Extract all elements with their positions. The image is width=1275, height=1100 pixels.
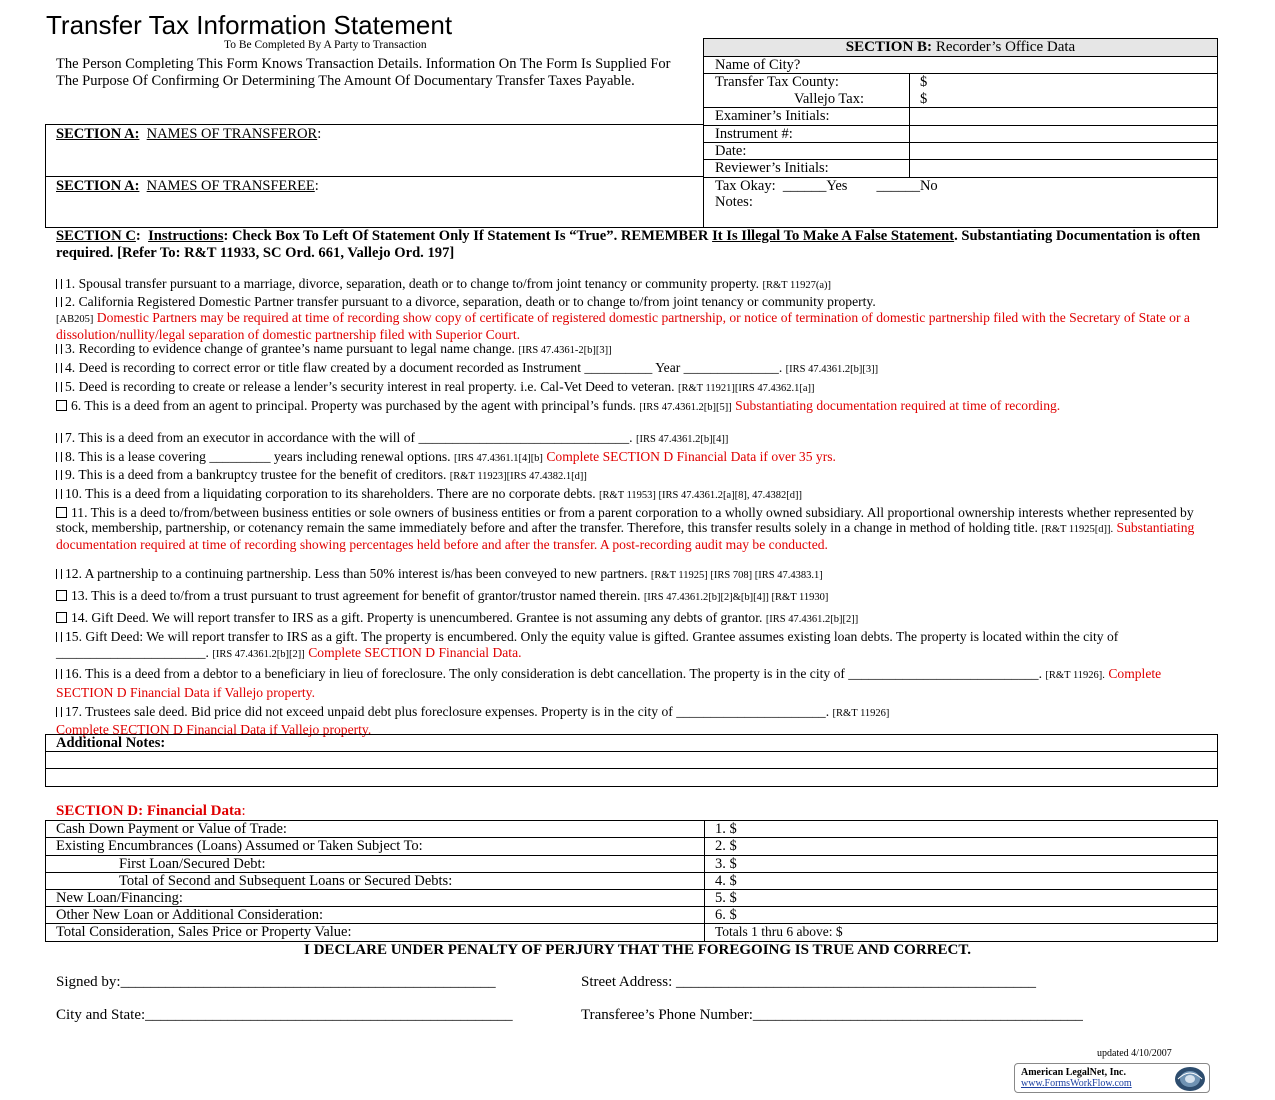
checkbox-1[interactable]	[56, 279, 62, 289]
statement-2[interactable]: 2. California Registered Domestic Partner transfer pursuant to a divorce, separation, death or to change to/from joint tenancy or community property. [AB205] Domestic Partners may be required at time of recording show copy of certificate of registered domestic partnership, or notice of termination of domestic partnership filed with the Secretary of State or a dissolution/nullity/legal separation of domestic partnership filed with Superior Court.	[56, 294, 1190, 342]
fin-row-1-label: Cash Down Payment or Value of Trade:	[56, 821, 287, 837]
fin-row-4-value[interactable]: 4. $	[715, 873, 737, 889]
checkbox-9[interactable]	[56, 470, 62, 480]
checkbox-15[interactable]	[56, 632, 62, 642]
section-c-instructions: SECTION C: Instructions: Check Box To Left Of Statement Only If Statement Is “True”. REMEMBER It Is Illegal To Make A False Statement. Substantiating Documentation is often required. [Refer To: R&T 11933, SC Ord. 661, Vallejo Ord. 197]	[56, 228, 1201, 261]
section-b-date-label: Date:	[715, 143, 747, 159]
fin-row-3-value[interactable]: 3. $	[715, 856, 737, 872]
checkbox-14[interactable]	[56, 612, 67, 623]
checkbox-11[interactable]	[56, 507, 67, 518]
company-url[interactable]: www.FormsWorkFlow.com	[1021, 1078, 1132, 1089]
globe-icon	[1173, 1065, 1207, 1093]
phone-field[interactable]: Transferee’s Phone Number:____________________________________________	[581, 1007, 1083, 1023]
section-b-city-label: Name of City?	[715, 57, 801, 73]
section-b-vallejo-tax-value[interactable]: $	[920, 91, 928, 107]
section-b-reviewer-label: Reviewer’s Initials:	[715, 160, 829, 176]
statement-13[interactable]: 13. This is a deed to/from a trust pursuant to trust agreement for benefit of grantor/trustor named therein. [IRS 47.4361.2[b][2]&[b][4]] [R&T 11930]	[56, 588, 1216, 605]
statement-15[interactable]: 15. Gift Deed: We will report transfer to IRS as a gift. The property is encumbered. Only the equity value is gifted. Grantee assumes existing loan debts. The property is located within the city of ______________________. [IRS 47.4361.2[b][2]] Complete SECTION D Financial Data.	[56, 629, 1119, 660]
checkbox-3[interactable]	[56, 344, 62, 354]
section-b-title: Recorder’s Office Data	[935, 39, 1076, 55]
form-title: Transfer Tax Information Statement	[46, 10, 453, 40]
checkbox-7[interactable]	[56, 433, 62, 443]
section-b-notes-label: Notes:	[715, 194, 753, 210]
statement-1[interactable]: 1. Spousal transfer pursuant to a marriage, divorce, separation, death or to change to/from joint tenancy or community property. [R&T 11927(a)]	[56, 276, 1216, 293]
section-b-county-tax-value[interactable]: $	[920, 74, 928, 90]
american-legalnet-logo[interactable]	[1014, 1063, 1210, 1093]
statement-3[interactable]: 3. Recording to evidence change of grantee’s name pursuant to legal name change. [IRS 47.4361-2[b][3]]	[56, 341, 1216, 358]
section-b-header	[704, 39, 1217, 56]
additional-notes-label: Additional Notes:	[56, 735, 166, 751]
intro-text: The Person Completing This Form Knows Transaction Details. Information On The Form Is Supplied For The Purpose Of Confirming Or Determining The Amount Of Documentary Transfer Taxes Payable.	[56, 56, 671, 89]
fin-row-5-label: New Loan/Financing:	[56, 890, 183, 906]
statement-7[interactable]: 7. This is a deed from an executor in accordance with the will of _______________________________. [IRS 47.4361.2[b][4]]	[56, 430, 1216, 447]
updated-date: updated 4/10/2007	[1097, 1048, 1172, 1059]
section-b-label: SECTION B:	[845, 39, 933, 55]
city-state-field[interactable]: City and State:_________________________________________________	[56, 1007, 513, 1023]
checkbox-16[interactable]	[56, 669, 62, 679]
checkbox-5[interactable]	[56, 382, 62, 392]
section-b-instrument-label: Instrument #:	[715, 126, 793, 142]
statement-10[interactable]: 10. This is a deed from a liquidating corporation to its shareholders. There are no corporate debts. [R&T 11953] [IRS 47.4361.2[a][8], 47.4382[d]]	[56, 486, 1216, 503]
section-b-tax-okay[interactable]: Tax Okay: ______Yes ______No	[715, 178, 938, 194]
transferor-label: SECTION A: NAMES OF TRANSFEROR:	[56, 126, 322, 142]
signed-by-field[interactable]: Signed by:__________________________________________________	[56, 974, 496, 990]
checkbox-6[interactable]	[56, 400, 67, 411]
form-subtitle: To Be Completed By A Party to Transaction	[224, 39, 427, 51]
statement-5[interactable]: 5. Deed is recording to create or release a lender’s security interest in real property. i.e. Cal-Vet Deed to veteran. [R&T 11921][IRS 47.4362.1[a]]	[56, 379, 1216, 396]
fin-row-3-label: First Loan/Secured Debt:	[119, 856, 266, 872]
fin-row-2-label: Existing Encumbrances (Loans) Assumed or Taken Subject To:	[56, 838, 423, 854]
perjury-declaration: I DECLARE UNDER PENALTY OF PERJURY THAT THE FOREGOING IS TRUE AND CORRECT.	[304, 942, 971, 958]
fin-row-7-value[interactable]: Totals 1 thru 6 above: $	[715, 924, 843, 939]
company-name: American LegalNet, Inc.	[1021, 1067, 1126, 1078]
fin-row-1-value[interactable]: 1. $	[715, 821, 737, 837]
checkbox-12[interactable]	[56, 569, 62, 579]
statement-4[interactable]: 4. Deed is recording to correct error or title flaw created by a document recorded as Instrument __________ Year ______________. [IRS 47.4361.2[b][3]]	[56, 360, 1216, 377]
statement-14[interactable]: 14. Gift Deed. We will report transfer to IRS as a gift. Property is unencumbered. Grantee is not assuming any debts of grantor. [IRS 47.4361.2[b][2]]	[56, 610, 1216, 627]
fin-row-2-value[interactable]: 2. $	[715, 838, 737, 854]
statement-12[interactable]: 12. A partnership to a continuing partnership. Less than 50% interest is/has been conveyed to new partners. [R&T 11925] [IRS 708] [IRS 47.4383.1]	[56, 566, 1216, 583]
checkbox-10[interactable]	[56, 489, 62, 499]
fin-row-6-label: Other New Loan or Additional Consideration:	[56, 907, 323, 923]
checkbox-8[interactable]	[56, 452, 62, 462]
checkbox-17[interactable]	[56, 707, 62, 717]
additional-notes-box[interactable]	[45, 734, 1218, 787]
section-b-county-tax-label: Transfer Tax County:	[715, 74, 839, 90]
street-address-field[interactable]: Street Address: ________________________________________________	[581, 974, 1036, 990]
section-b-examiner-label: Examiner’s Initials:	[715, 108, 830, 124]
statement-11[interactable]: 11. This is a deed to/from/between business entities or sole owners of business entities or from a parent corporation to a wholly owned subsidiary. All proportional ownership interests whether represented by stock, membership, partnership, or cotenancy remain the same immediately before and after the transfer. Therefore, this transfer results solely in a change in method of holding title. [R&T 11925[d]]. Substantiating documentation required at time of recording showing percentages held before and after the transfer. A post-recording audit may be conducted.	[56, 505, 1195, 552]
checkbox-4[interactable]	[56, 363, 62, 373]
fin-row-4-label: Total of Second and Subsequent Loans or Secured Debts:	[119, 873, 453, 889]
statement-16[interactable]: 16. This is a deed from a debtor to a beneficiary in lieu of foreclosure. The only consideration is debt cancellation. The property is in the city of ____________________________. [R&T 11926]. Complete SECTION D Financial Data if Vallejo property.	[56, 666, 1162, 700]
fin-row-6-value[interactable]: 6. $	[715, 907, 737, 923]
fin-row-5-value[interactable]: 5. $	[715, 890, 737, 906]
checkbox-13[interactable]	[56, 590, 67, 601]
statement-9[interactable]: 9. This is a deed from a bankruptcy trustee for the benefit of creditors. [R&T 11923][IRS 47.4382.1[d]]	[56, 467, 1216, 484]
checkbox-2[interactable]	[56, 297, 62, 307]
statement-17[interactable]: 17. Trustees sale deed. Bid price did not exceed unpaid debt plus foreclosure expenses. Property is in the city of ______________________. [R&T 11926] Complete SECTION D Financial Data if Vallejo property.	[56, 704, 890, 737]
statement-6[interactable]: 6. This is a deed from an agent to principal. Property was purchased by the agent with principal’s funds. [IRS 47.4361.2[b][5]] Substantiating documentation required at time of recording.	[56, 398, 1216, 416]
transferee-label: SECTION A: NAMES OF TRANSFEREE:	[56, 178, 319, 194]
fin-row-7-label: Total Consideration, Sales Price or Property Value:	[56, 924, 352, 940]
section-b-vallejo-tax-label: Vallejo Tax:	[794, 91, 864, 107]
section-d-title: SECTION D: Financial Data:	[56, 803, 246, 819]
statement-8[interactable]: 8. This is a lease covering _________ years including renewal options. [IRS 47.4361.1[4][b] Complete SECTION D Financial Data if over 35 yrs.	[56, 449, 1216, 466]
